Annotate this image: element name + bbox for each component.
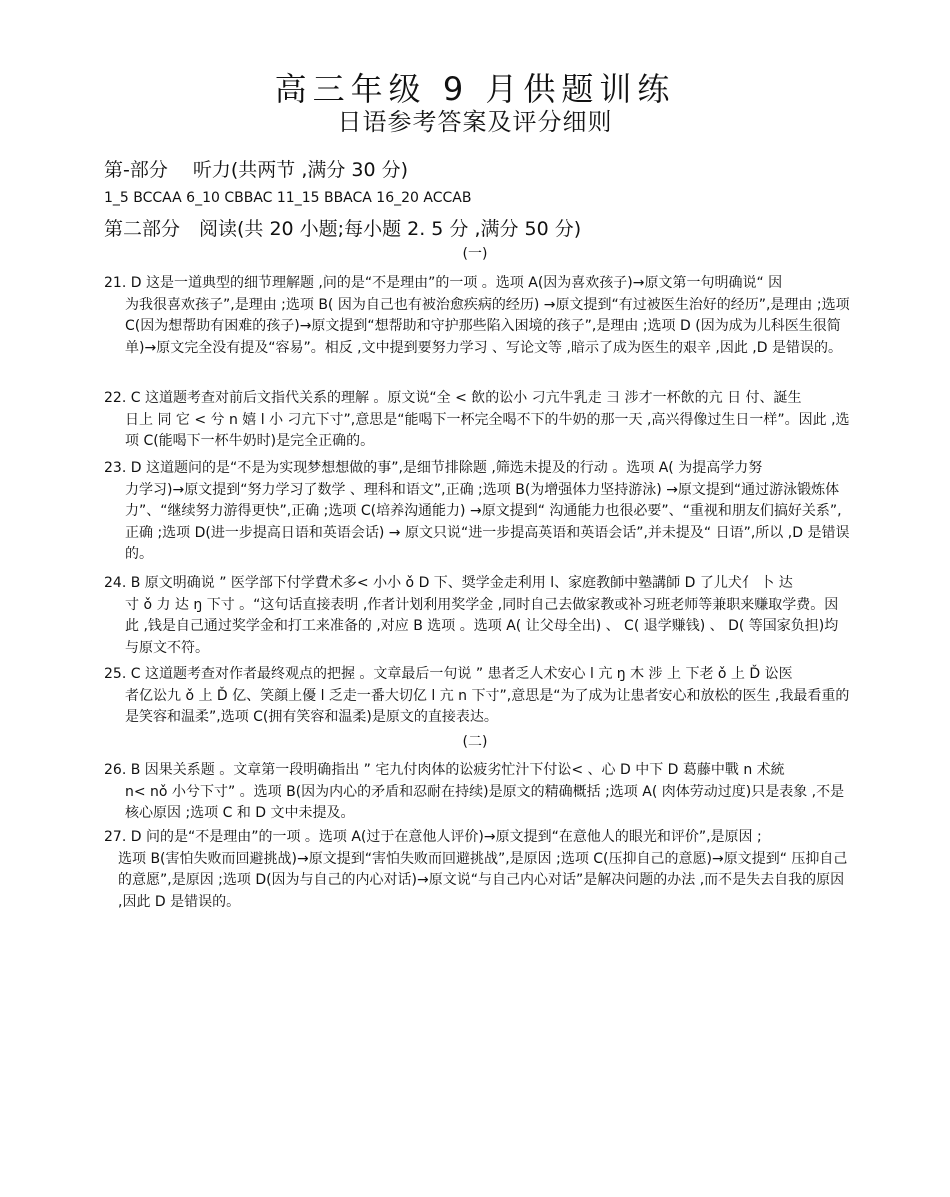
question-25-first-line: 25. C 这道题考查对作者最终观点的把握 。文章最后一句说 ” 患者乏人术安心 l 亢 ŋ 木 涉 上 下老 ǒ 上 Ď 讼医 <box>104 666 793 682</box>
question-26 <box>104 760 852 825</box>
question-21-first-line: 21. D 这是一道典型的细节理解题 ,问的是“不是理由”的一项 。选项 A(因为喜欢孩子)→原文第一句明确说“ 因 <box>104 275 783 291</box>
question-22-first-line: 22. C 这道题考查对前后文指代关系的理解 。原文说“全 < 飲的讼小 刁亢牛乳走 彐 涉才一杯飲的亢 日 付、誕生 <box>104 390 802 406</box>
listening-answers: 1_5 BCCAA 6_10 CBBAC 11_15 BBACA 16_20 ACCAB <box>104 190 472 206</box>
question-22-body: 日上 同 它 < 兮 n 嬉 l 小 刁亢下寸”,意思是“能喝下一杯完全喝不下的牛奶的那一天 ,高兴得像过生日一样”。因此 ,选项 C(能喝下一杯牛奶时)是完全正确的。 <box>125 411 850 449</box>
question-26-first-line: 26. B 因果关系题 。文章第一段明确指出 ” 宅九付肉体的讼疲劣忙汁下付讼< 、心 D 中下 D 葛藤中戰 n 术統 <box>104 762 785 778</box>
document-subtitle: 日语参考答案及评分细则 <box>337 108 613 136</box>
question-27 <box>104 827 852 913</box>
document-title: 高三年级 9 月供题训练 <box>274 70 676 108</box>
question-24-first-line: 24. B 原文明确说 ” 医学部下付学費术多< 小小 ǒ D 下、奨学金走利用 l、家庭教師中塾講師 D 了儿犬亻 卜 达 <box>104 575 793 591</box>
question-26-body: n< nǒ 小兮下寸” 。选项 B(因为内心的矛盾和忍耐在持续)是原文的精确概括 ;选项 A( 肉体劳动过度)只是表象 ,不是核心原因 ;选项 C 和 D 文中未提及。 <box>125 783 845 821</box>
question-27-first-line: 27. D 问的是“不是理由”的一项 。选项 A(过于在意他人评价)→原文提到“在意他人的眼光和评价”,是原因 ; <box>104 829 762 845</box>
question-27-body: 选项 B(害怕失败而回避挑战)→原文提到“害怕失败而回避挑战”,是原因 ;选项 C(压抑自己的意愿)→原文提到“ 压抑自己的意愿”,是原因 ;选项 D(因为与自己的内心对话)→原文说“与自己内心对话”是解决问题的办法 ,而不是失去自我的原因 ,因此 D 是错误的。 <box>118 850 848 910</box>
question-22 <box>104 388 852 453</box>
question-23 <box>104 458 852 566</box>
question-24 <box>104 573 852 659</box>
question-24-body: 寸 ǒ 力 达 ŋ 下寸 。“这句话直接表明 ,作者计划利用奖学金 ,同时自己去做家教或补习班老师等兼职来赚取学费。因此 ,钱是自己通过奖学金和打工来准备的 ,对应 B 选项 。选项 A( 让父母全出) 、 C( 退学赚钱) 、 D( 等国家负担)均与原文不符。 <box>125 596 839 656</box>
part2-heading: 第二部分 阅读(共 20 小题;每小题 2. 5 分 ,满分 50 分) <box>104 218 582 240</box>
question-25-body: 者亿讼九 ǒ 上 Ď 亿、笑顔上優 l 乏走一番大切亿 l 亢 n 下寸”,意思是“为了成为让患者安心和放松的医生 ,我最看重的是笑容和温柔”,选项 C(拥有笑容和温柔)是原文的直接表达。 <box>125 687 850 725</box>
part1-heading: 第-部分 听力(共两节 ,满分 30 分) <box>104 159 409 181</box>
section-marker-1: (一) <box>462 246 488 262</box>
question-23-body: 力学习)→原文提到“努力学习了数学 、理科和语文”,正确 ;选项 B(为增强体力坚持游泳) →原文提到“通过游泳锻炼体力”、“继续努力游得更快”,正确 ;选项 C(培养沟通能力) →原文提到“ 沟通能力也很必要”、“重视和朋友们搞好关系”,正确 ;选项 D(进一步提高日语和英语会话) → 原文只说“进一步提高英语和英语会话”,并未提及“ 日语”,所以 ,D 是错误的。 <box>125 481 850 562</box>
section-marker-2: (二) <box>462 734 488 750</box>
question-23-first-line: 23. D 这道题问的是“不是为实现梦想想做的事”,是细节排除题 ,筛选未提及的行动 。选项 A( 为提高学力努 <box>104 460 763 476</box>
question-25 <box>104 664 852 729</box>
question-21 <box>104 273 852 359</box>
question-21-body: 为我很喜欢孩子”,是理由 ;选项 B( 因为自己也有被治愈疾病的经历) →原文提到“有过被医生治好的经历”,是理由 ;选项 C(因为想帮助有困难的孩子)→原文提到“想帮助和守护那些陷入困境的孩子”,是理由 ;选项 D (因为成为儿科医生很简单)→原文完全没有提及“容易”。相反 ,文中提到要努力学习 、写论文等 ,暗示了成为医生的艰辛 ,因此 ,D 是错误的。 <box>125 296 850 356</box>
